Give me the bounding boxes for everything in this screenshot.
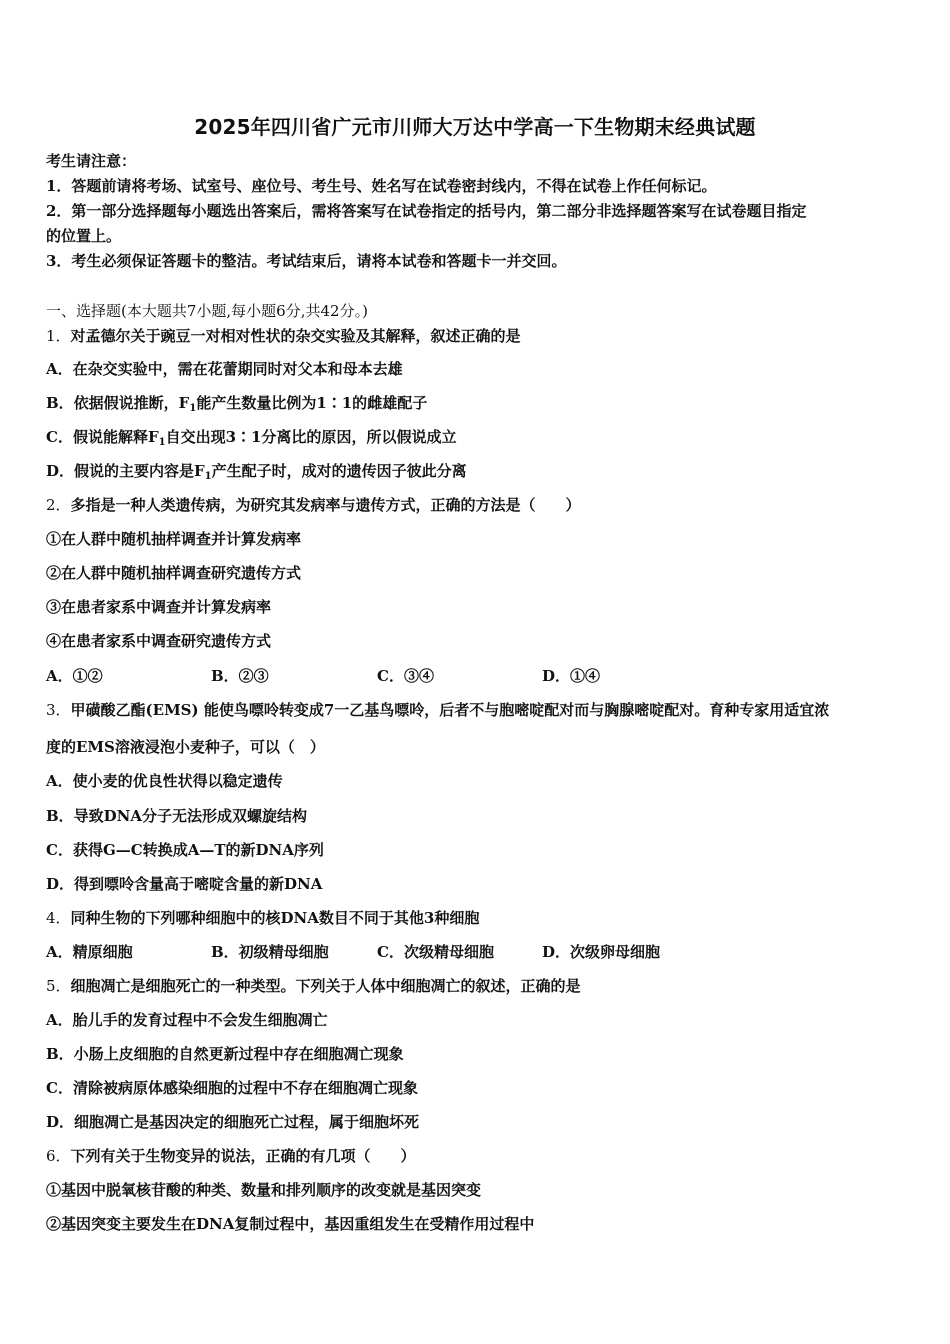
q5-option-b: B．小肠上皮细胞的自然更新过程中存在细胞凋亡现象 (46, 1045, 404, 1063)
q2-statement-3: ③在患者家系中调查并计算发病率 (46, 598, 272, 616)
option-text: 自交出现3∶1分离比的原因，所以假说成立 (165, 428, 457, 446)
q2-option-b: B．②③ (211, 667, 269, 685)
question-number: 5． (46, 977, 71, 995)
q3-option-d: D．得到嘌呤含量高于嘧啶含量的新DNA (46, 875, 323, 893)
subscript: 1 (204, 471, 212, 482)
question-4 (46, 909, 479, 927)
notice-item-2-cont: 的位置上。 (46, 227, 122, 245)
q3-option-c: C．获得G—C转换成A—T的新DNA序列 (46, 841, 324, 859)
notice-item-1: 1．答题前请将考场、试室号、座位号、考生号、姓名写在试卷密封线内，不得在试卷上作任何标记。 (46, 177, 717, 195)
notice-item-2: 2．第一部分选择题每小题选出答案后，需将答案写在试卷指定的括号内，第二部分非选择题答案写在试卷题目指定 (46, 202, 807, 220)
section-heading: 一、选择题(本大题共7小题,每小题6分,共42分。) (46, 302, 368, 320)
q3-option-b: B．导致DNA分子无法形成双螺旋结构 (46, 807, 308, 825)
q5-option-c: C．清除被病原体感染细胞的过程中不存在细胞凋亡现象 (46, 1079, 418, 1097)
notice-heading: 考生请注意： (46, 152, 137, 170)
q5-option-d: D．细胞凋亡是基因决定的细胞死亡过程，属于细胞坏死 (46, 1113, 420, 1131)
option-text: 能产生数量比例为1∶1的雌雄配子 (196, 394, 428, 412)
question-6 (46, 1147, 416, 1165)
question-number: 6． (46, 1147, 71, 1165)
subscript: 1 (189, 403, 197, 414)
question-number: 3． (46, 701, 71, 719)
q3-option-a: A．使小麦的优良性状得以稳定遗传 (46, 772, 283, 790)
q4-options-row (46, 943, 906, 961)
question-stem: 下列有关于生物变异的说法，正确的有几项（ ） (70, 1147, 416, 1165)
question-stem: 同种生物的下列哪种细胞中的核DNA数目不同于其他3种细胞 (70, 909, 480, 927)
question-stem: 多指是一种人类遗传病，为研究其发病率与遗传方式，正确的方法是（ ） (70, 496, 581, 514)
question-number: 1． (46, 327, 71, 345)
q1-option-d (46, 462, 467, 480)
q1-option-b (46, 394, 427, 412)
question-3-cont: 度的EMS溶液浸泡小麦种子，可以（ ） (46, 738, 325, 756)
q5-option-a: A．胎儿手的发育过程中不会发生细胞凋亡 (46, 1011, 328, 1029)
option-text: D．假说的主要内容是F (46, 462, 205, 480)
question-3 (46, 701, 829, 719)
q4-option-a: A．精原细胞 (46, 943, 133, 961)
question-2 (46, 496, 581, 514)
question-1 (46, 327, 521, 345)
q2-options-row (46, 667, 906, 685)
question-number: 2． (46, 496, 71, 514)
subscript: 1 (158, 437, 166, 448)
option-text: B．依据假说推断，F (46, 394, 190, 412)
notice-item-3: 3．考生必须保证答题卡的整洁。考试结束后，请将本试卷和答题卡一并交回。 (46, 252, 567, 270)
question-stem: 对孟德尔关于豌豆一对相对性状的杂交实验及其解释，叙述正确的是 (70, 327, 521, 345)
question-number: 4． (46, 909, 71, 927)
q1-option-c (46, 428, 456, 446)
q6-statement-1: ①基因中脱氧核苷酸的种类、数量和排列顺序的改变就是基因突变 (46, 1181, 482, 1199)
q2-option-c: C．③④ (377, 667, 434, 685)
q2-option-a: A．①② (46, 667, 103, 685)
q4-option-b: B．初级精母细胞 (211, 943, 329, 961)
option-text: C．假说能解释F (46, 428, 159, 446)
question-stem: 甲磺酸乙酯(EMS) 能使鸟嘌呤转变成7一乙基鸟嘌呤，后者不与胞嘧啶配对而与胸腺嘧啶配对。育种专家用适宜浓 (70, 701, 830, 719)
q2-statement-1: ①在人群中随机抽样调查并计算发病率 (46, 530, 302, 548)
question-stem: 细胞凋亡是细胞死亡的一种类型。下列关于人体中细胞凋亡的叙述，正确的是 (70, 977, 581, 995)
q2-statement-4: ④在患者家系中调查研究遗传方式 (46, 632, 272, 650)
exam-title: 2025年四川省广元市川师大万达中学高一下生物期末经典试题 (194, 115, 756, 139)
q2-statement-2: ②在人群中随机抽样调查研究遗传方式 (46, 564, 302, 582)
question-5 (46, 977, 581, 995)
option-text: 产生配子时，成对的遗传因子彼此分离 (211, 462, 467, 480)
q4-option-c: C．次级精母细胞 (377, 943, 494, 961)
q4-option-d: D．次级卵母细胞 (542, 943, 661, 961)
q1-option-a: A．在杂交实验中，需在花蕾期同时对父本和母本去雄 (46, 360, 403, 378)
q2-option-d: D．①④ (542, 667, 601, 685)
q6-statement-2: ②基因突变主要发生在DNA复制过程中，基因重组发生在受精作用过程中 (46, 1215, 535, 1233)
